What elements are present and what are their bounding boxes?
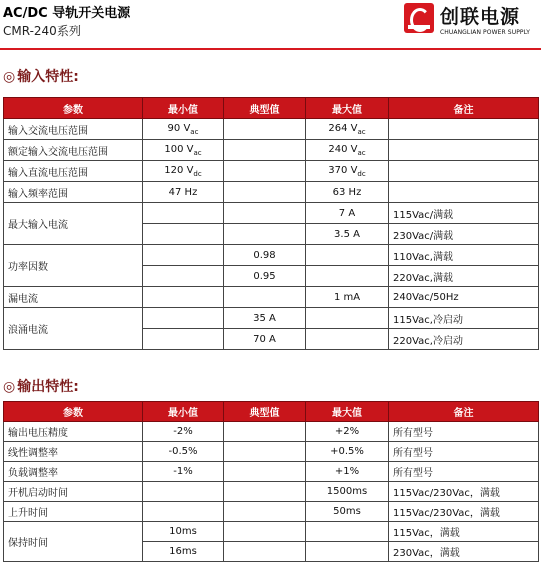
table-row xyxy=(4,287,539,308)
table-row xyxy=(4,140,539,161)
min-cell xyxy=(143,203,224,224)
logo-mark-icon xyxy=(404,3,434,33)
header-max: 最大值 xyxy=(306,98,389,119)
max-cell: 370 $V_{dc}$ xyxy=(306,161,389,182)
min-cell xyxy=(143,502,224,522)
typ-cell xyxy=(224,422,306,442)
note-cell: 230Vac/满载 xyxy=(389,224,539,245)
param-cell: 额定输入交流电压范围 xyxy=(4,140,143,161)
max-cell xyxy=(306,522,389,542)
max-cell: 240 $V_{ac}$ xyxy=(306,140,389,161)
table-row xyxy=(4,245,539,266)
note-cell xyxy=(389,182,539,203)
table-row xyxy=(4,462,539,482)
header-typ: 典型值 xyxy=(224,402,306,422)
note-cell: 220Vac,满载 xyxy=(389,266,539,287)
note-cell: 115Vac，满载 xyxy=(389,522,539,542)
min-cell: -0.5% xyxy=(143,442,224,462)
param-cell: 开机启动时间 xyxy=(4,482,143,502)
logo-subtext: CHUANGLIAN POWER SUPPLY xyxy=(440,29,531,36)
min-cell: 90 $V_{ac}$ xyxy=(143,119,224,140)
typ-cell xyxy=(224,502,306,522)
typ-cell xyxy=(224,542,306,562)
circle-icon: ◎ xyxy=(3,69,16,85)
table-row xyxy=(4,308,539,329)
output-section-title xyxy=(3,376,79,396)
note-cell: 所有型号 xyxy=(389,442,539,462)
min-cell: 10ms xyxy=(143,522,224,542)
table-header-row xyxy=(4,98,539,119)
param-cell: 保持时间 xyxy=(4,522,143,562)
note-cell xyxy=(389,161,539,182)
min-cell: 47 Hz xyxy=(143,182,224,203)
min-cell: -2% xyxy=(143,422,224,442)
typ-cell xyxy=(224,119,306,140)
max-cell: +2% xyxy=(306,422,389,442)
header-min: 最小值 xyxy=(143,402,224,422)
max-cell xyxy=(306,308,389,329)
note-cell xyxy=(389,140,539,161)
max-cell: 3.5 A xyxy=(306,224,389,245)
note-cell: 230Vac，满载 xyxy=(389,542,539,562)
param-cell: 浪涌电流 xyxy=(4,308,143,350)
table-row xyxy=(4,161,539,182)
note-cell: 115Vac/230Vac，满载 xyxy=(389,502,539,522)
typ-cell xyxy=(224,482,306,502)
typ-cell: 0.98 xyxy=(224,245,306,266)
output-section-title-text: 输出特性: xyxy=(17,379,79,395)
table-row xyxy=(4,203,539,224)
max-cell xyxy=(306,329,389,350)
typ-cell xyxy=(224,442,306,462)
typ-cell xyxy=(224,161,306,182)
note-cell: 240Vac/50Hz xyxy=(389,287,539,308)
table-row xyxy=(4,522,539,542)
min-cell xyxy=(143,482,224,502)
max-cell: +0.5% xyxy=(306,442,389,462)
header-max: 最大值 xyxy=(306,402,389,422)
page-title: AC/DC 导轨开关电源 xyxy=(3,6,131,21)
header-param: 参数 xyxy=(4,402,143,422)
logo-text: 创联电源 xyxy=(440,6,521,28)
note-cell: 110Vac,满载 xyxy=(389,245,539,266)
header-param: 参数 xyxy=(4,98,143,119)
typ-cell xyxy=(224,462,306,482)
header-min: 最小值 xyxy=(143,98,224,119)
header-note: 备注 xyxy=(389,402,539,422)
max-cell: 264 $V_{ac}$ xyxy=(306,119,389,140)
page-subtitle: CMR-240系列 xyxy=(3,24,81,38)
max-cell xyxy=(306,266,389,287)
param-cell: 输出电压精度 xyxy=(4,422,143,442)
circle-icon: ◎ xyxy=(3,379,16,395)
param-cell: 输入直流电压范围 xyxy=(4,161,143,182)
header-divider xyxy=(0,48,541,50)
table-row xyxy=(4,422,539,442)
table-row xyxy=(4,482,539,502)
typ-cell: 35 A xyxy=(224,308,306,329)
note-cell: 115Vac,冷启动 xyxy=(389,308,539,329)
input-section-title-text: 输入特性: xyxy=(17,69,79,85)
table-row xyxy=(4,502,539,522)
typ-cell xyxy=(224,140,306,161)
max-cell xyxy=(306,542,389,562)
input-section-title xyxy=(3,66,79,86)
table-row xyxy=(4,119,539,140)
table-row xyxy=(4,442,539,462)
output-spec-table xyxy=(3,401,539,562)
param-cell: 输入频率范围 xyxy=(4,182,143,203)
min-cell: 100 $V_{ac}$ xyxy=(143,140,224,161)
max-cell: 50ms xyxy=(306,502,389,522)
note-cell: 115Vac/满载 xyxy=(389,203,539,224)
typ-cell: 0.95 xyxy=(224,266,306,287)
max-cell: +1% xyxy=(306,462,389,482)
min-cell xyxy=(143,308,224,329)
param-cell: 最大输入电流 xyxy=(4,203,143,245)
max-cell: 1 mA xyxy=(306,287,389,308)
min-cell: -1% xyxy=(143,462,224,482)
min-cell xyxy=(143,224,224,245)
typ-cell: 70 A xyxy=(224,329,306,350)
typ-cell xyxy=(224,182,306,203)
min-cell xyxy=(143,266,224,287)
note-cell: 115Vac/230Vac，满载 xyxy=(389,482,539,502)
note-cell: 所有型号 xyxy=(389,422,539,442)
typ-cell xyxy=(224,287,306,308)
table-header-row xyxy=(4,402,539,422)
typ-cell xyxy=(224,224,306,245)
param-cell: 功率因数 xyxy=(4,245,143,287)
typ-cell xyxy=(224,522,306,542)
param-cell: 上升时间 xyxy=(4,502,143,522)
note-cell xyxy=(389,119,539,140)
input-spec-table xyxy=(3,97,539,350)
param-cell: 漏电流 xyxy=(4,287,143,308)
param-cell: 线性调整率 xyxy=(4,442,143,462)
min-cell xyxy=(143,287,224,308)
typ-cell xyxy=(224,203,306,224)
min-cell: 16ms xyxy=(143,542,224,562)
max-cell: 7 A xyxy=(306,203,389,224)
max-cell: 63 Hz xyxy=(306,182,389,203)
table-row xyxy=(4,182,539,203)
max-cell: 1500ms xyxy=(306,482,389,502)
header-note: 备注 xyxy=(389,98,539,119)
min-cell: 120 $V_{dc}$ xyxy=(143,161,224,182)
min-cell xyxy=(143,245,224,266)
company-logo xyxy=(404,3,541,45)
note-cell: 220Vac,冷启动 xyxy=(389,329,539,350)
note-cell: 所有型号 xyxy=(389,462,539,482)
max-cell xyxy=(306,245,389,266)
param-cell: 负载调整率 xyxy=(4,462,143,482)
param-cell: 输入交流电压范围 xyxy=(4,119,143,140)
min-cell xyxy=(143,329,224,350)
header-typ: 典型值 xyxy=(224,98,306,119)
